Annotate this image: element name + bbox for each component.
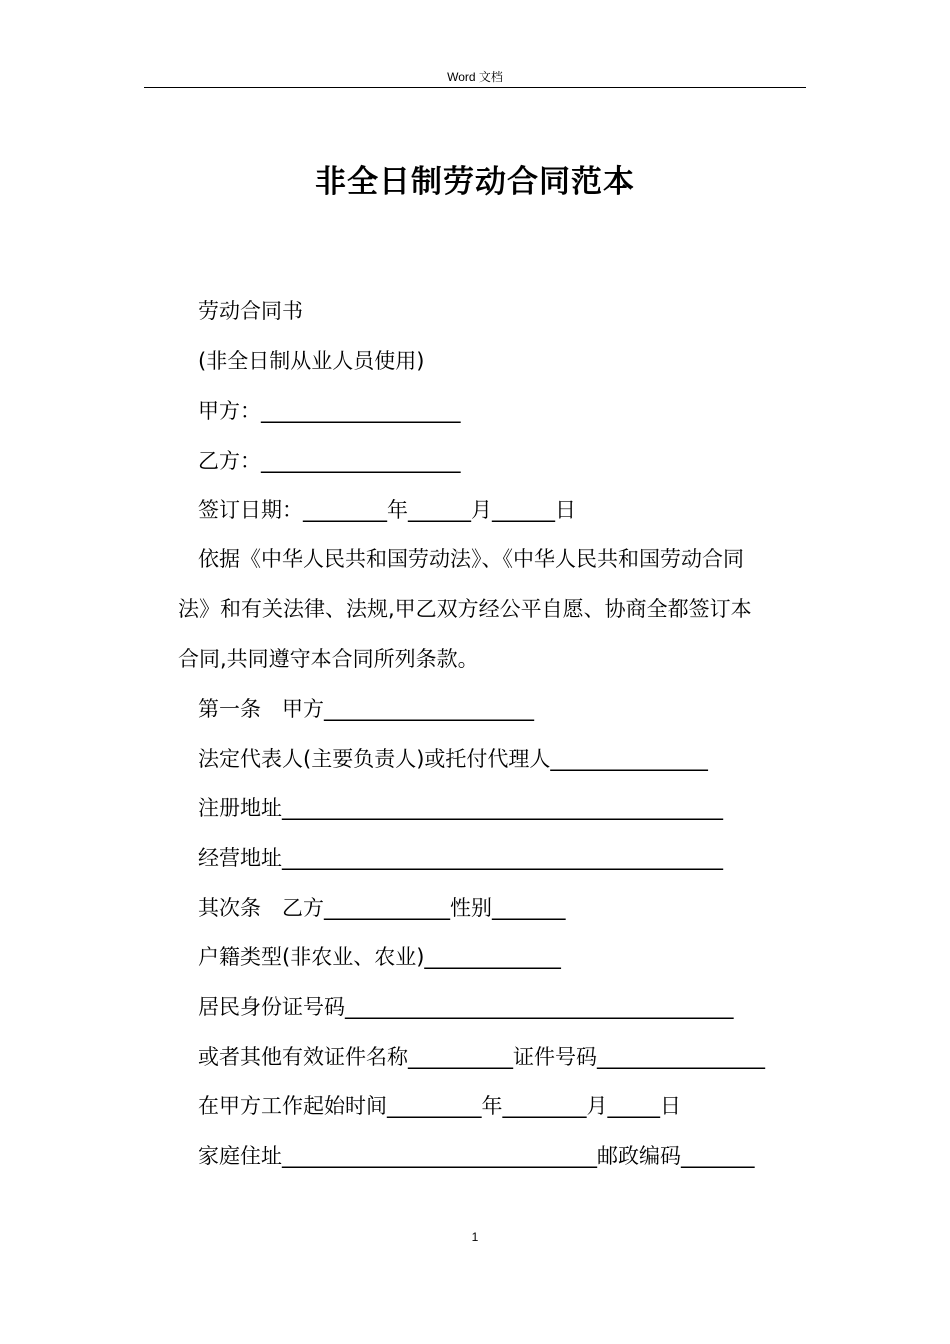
legal-representative-line: 法定代表人(主要负责人)或托付代理人_______________ [198,747,708,771]
page-number: 1 [471,1230,479,1244]
start-date-line: 在甲方工作起始时间_________年________月_____日 [198,1094,681,1118]
party-a-line: 甲方：___________________ [198,399,461,423]
home-address-line: 家庭住址______________________________邮政编码_______ [198,1144,755,1168]
article-2-party-b: 其次条 乙方____________性别_______ [198,896,566,920]
business-address-line: 经营地址__________________________________________ [198,846,723,870]
contract-heading: 劳动合同书 [198,299,303,323]
document-title: 非全日制劳动合同范本 [315,164,635,200]
preamble-line-3: 合同,共同遵守本合同所列条款。 [178,647,479,671]
sign-date-line: 签订日期：________年______月______日 [198,498,576,522]
preamble-line-2: 法》和有关法律、法规,甲乙双方经公平自愿、协商全都签订本 [178,597,752,621]
other-id-line: 或者其他有效证件名称__________证件号码________________ [198,1045,765,1069]
preamble-line-1: 依据《中华人民共和国劳动法》、《中华人民共和国劳动合同 [198,547,744,571]
page-header: Word 文档 [447,70,503,84]
id-number-line: 居民身份证号码_____________________________________ [198,995,734,1019]
registered-address-line: 注册地址__________________________________________ [198,796,723,820]
household-type-line: 户籍类型(非农业、农业)_____________ [198,945,561,969]
contract-subheading: (非全日制从业人员使用) [198,349,425,373]
header-rule [144,87,806,88]
party-b-line: 乙方：___________________ [198,449,461,473]
article-1-party-a: 第一条 甲方____________________ [198,697,534,721]
